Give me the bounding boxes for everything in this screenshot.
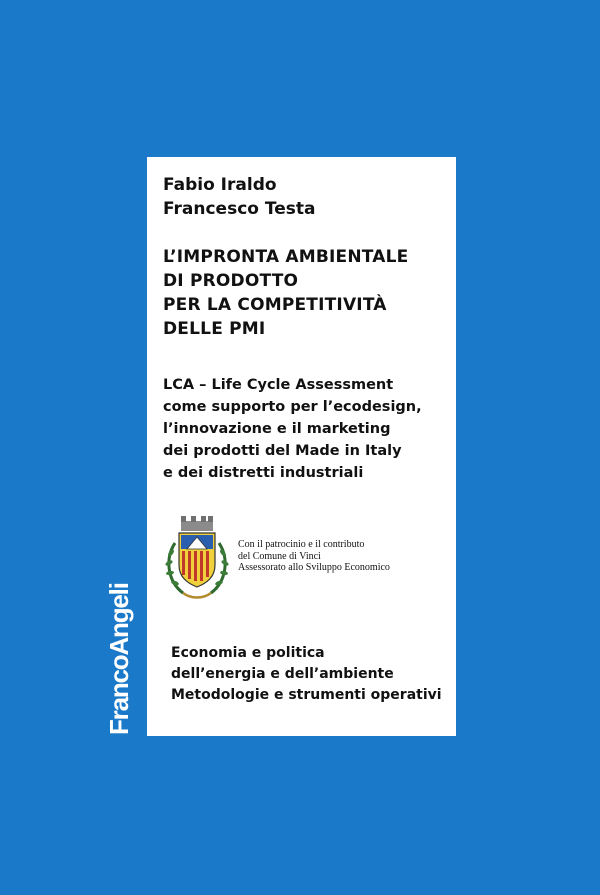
title-line: L’IMPRONTA AMBIENTALE bbox=[163, 247, 409, 267]
series-line: dell’energia e dell’ambiente bbox=[171, 666, 394, 682]
book-subtitle bbox=[163, 374, 453, 484]
patronage-line: Con il patrocinio e il contributo bbox=[238, 539, 365, 550]
subtitle-line: e dei distretti industriali bbox=[163, 465, 364, 481]
title-line: DELLE PMI bbox=[163, 319, 266, 339]
subtitle-line: dei prodotti del Made in Italy bbox=[163, 443, 402, 459]
series-line: Economia e politica bbox=[171, 645, 325, 661]
authors bbox=[163, 173, 315, 221]
author-name: Francesco Testa bbox=[163, 199, 316, 219]
title-line: PER LA COMPETITIVITÀ bbox=[163, 295, 387, 315]
series-line: Metodologie e strumenti operativi bbox=[171, 687, 442, 703]
book-title bbox=[163, 245, 453, 341]
author-name: Fabio Iraldo bbox=[163, 175, 277, 195]
patronage-line: Assessorato allo Sviluppo Economico bbox=[238, 562, 390, 573]
publisher-logo: FrancoAngeli bbox=[104, 583, 134, 735]
series-name bbox=[171, 643, 442, 706]
coat-of-arms-icon bbox=[161, 513, 233, 603]
patronage-line: del Comune di Vinci bbox=[238, 550, 321, 562]
subtitle-line: l’innovazione e il marketing bbox=[163, 421, 391, 437]
patronage-note bbox=[238, 539, 390, 574]
title-line: DI PRODOTTO bbox=[163, 271, 299, 291]
subtitle-line: come supporto per l’ecodesign, bbox=[163, 399, 422, 415]
cover-panel bbox=[147, 157, 456, 736]
subtitle-line: LCA – Life Cycle Assessment bbox=[163, 377, 394, 393]
